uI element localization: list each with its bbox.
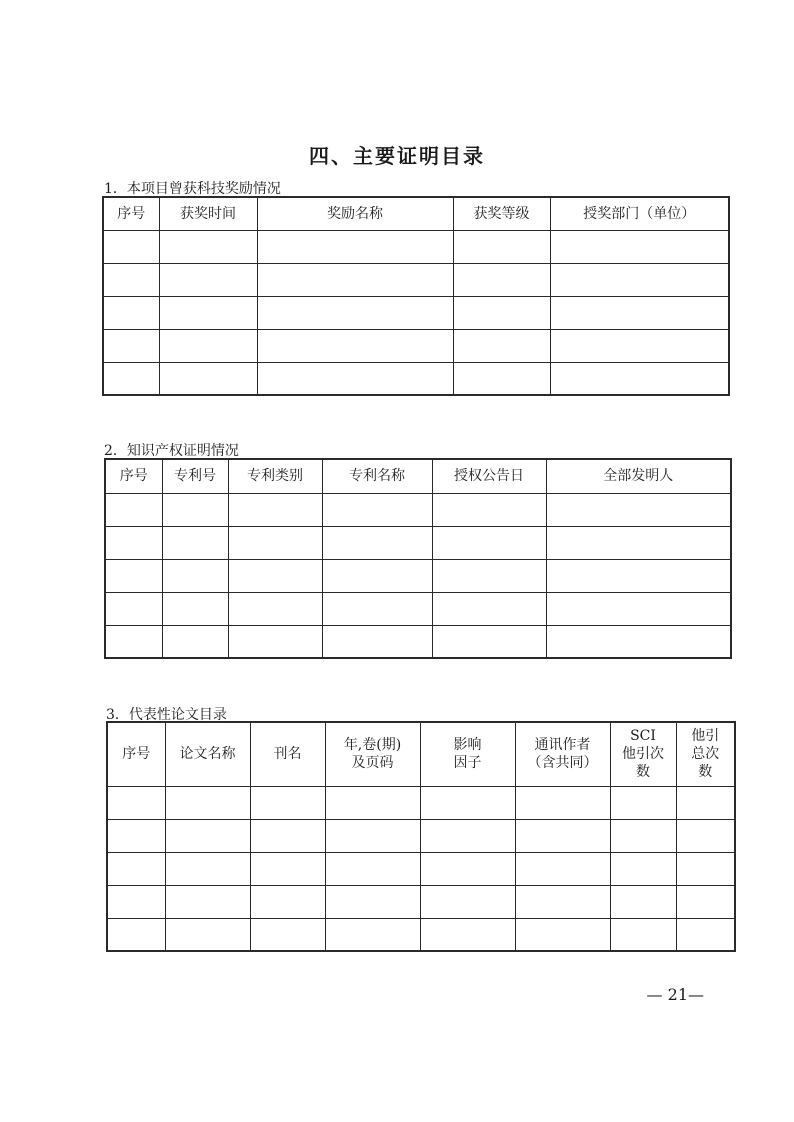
table-cell[interactable] bbox=[105, 493, 162, 526]
ip-table bbox=[104, 458, 732, 659]
table-cell[interactable] bbox=[325, 852, 420, 885]
table-cell[interactable] bbox=[107, 885, 165, 918]
header-cell: 授权公告日 bbox=[432, 459, 546, 493]
table-cell[interactable] bbox=[322, 592, 432, 625]
header-cell: 奖励名称 bbox=[257, 197, 453, 230]
table-cell[interactable] bbox=[550, 329, 729, 362]
table-cell[interactable] bbox=[515, 786, 610, 819]
table-cell[interactable] bbox=[420, 918, 515, 951]
table-cell[interactable] bbox=[676, 786, 735, 819]
header-cell: 授奖部门（单位） bbox=[550, 197, 729, 230]
header-cell: 获奖时间 bbox=[159, 197, 257, 230]
table-cell[interactable] bbox=[103, 329, 159, 362]
awards-table bbox=[102, 196, 730, 396]
table-cell[interactable] bbox=[107, 918, 165, 951]
header-cell: 刊名 bbox=[250, 722, 325, 786]
table-cell[interactable] bbox=[105, 592, 162, 625]
table-cell[interactable] bbox=[159, 329, 257, 362]
table-cell[interactable] bbox=[165, 885, 250, 918]
header-cell: 全部发明人 bbox=[546, 459, 731, 493]
table-cell[interactable] bbox=[228, 526, 322, 559]
table-cell[interactable] bbox=[162, 625, 228, 658]
table-cell[interactable] bbox=[159, 263, 257, 296]
table-cell[interactable] bbox=[257, 362, 453, 395]
table-header-row bbox=[103, 197, 729, 230]
table-cell[interactable] bbox=[676, 885, 735, 918]
header-cell: 序号 bbox=[107, 722, 165, 786]
table-cell[interactable] bbox=[432, 493, 546, 526]
table-cell[interactable] bbox=[546, 625, 731, 658]
header-cell: 序号 bbox=[103, 197, 159, 230]
table-cell[interactable] bbox=[432, 625, 546, 658]
table-cell[interactable] bbox=[103, 296, 159, 329]
table-row bbox=[107, 885, 735, 918]
table-cell[interactable] bbox=[162, 526, 228, 559]
table-cell[interactable] bbox=[159, 296, 257, 329]
table-cell[interactable] bbox=[325, 885, 420, 918]
table-cell[interactable] bbox=[250, 885, 325, 918]
table-row bbox=[103, 296, 729, 329]
header-cell: 专利号 bbox=[162, 459, 228, 493]
table-cell[interactable] bbox=[105, 559, 162, 592]
table-cell[interactable] bbox=[432, 526, 546, 559]
table-row bbox=[105, 526, 731, 559]
table-cell[interactable] bbox=[550, 230, 729, 263]
table-cell[interactable] bbox=[453, 362, 550, 395]
table-header-row bbox=[107, 722, 735, 786]
table-cell[interactable] bbox=[610, 885, 676, 918]
table-row bbox=[103, 230, 729, 263]
table-cell[interactable] bbox=[228, 493, 322, 526]
page-number: — 21— bbox=[646, 985, 704, 1004]
table-cell[interactable] bbox=[257, 263, 453, 296]
table-cell[interactable] bbox=[322, 493, 432, 526]
table-row bbox=[105, 592, 731, 625]
table-cell[interactable] bbox=[159, 362, 257, 395]
papers-table bbox=[106, 721, 736, 952]
table-row bbox=[105, 493, 731, 526]
table-cell[interactable] bbox=[420, 819, 515, 852]
table-cell[interactable] bbox=[550, 362, 729, 395]
table-cell[interactable] bbox=[420, 885, 515, 918]
table-row bbox=[107, 786, 735, 819]
section-2-label: 2．知识产权证明情况 bbox=[104, 443, 239, 459]
header-cell: 获奖等级 bbox=[453, 197, 550, 230]
header-cell: 影响 因子 bbox=[420, 722, 515, 786]
header-cell: 专利名称 bbox=[322, 459, 432, 493]
table-cell[interactable] bbox=[453, 263, 550, 296]
table-cell[interactable] bbox=[162, 592, 228, 625]
table-cell[interactable] bbox=[107, 786, 165, 819]
table-cell[interactable] bbox=[453, 296, 550, 329]
table-cell[interactable] bbox=[322, 526, 432, 559]
table-cell[interactable] bbox=[228, 559, 322, 592]
table-cell[interactable] bbox=[546, 526, 731, 559]
header-cell: 专利类别 bbox=[228, 459, 322, 493]
table-cell[interactable] bbox=[250, 786, 325, 819]
table-row bbox=[103, 329, 729, 362]
table-cell[interactable] bbox=[325, 786, 420, 819]
header-cell: 序号 bbox=[105, 459, 162, 493]
table-cell[interactable] bbox=[228, 625, 322, 658]
table-cell[interactable] bbox=[325, 918, 420, 951]
table-cell[interactable] bbox=[420, 852, 515, 885]
table-cell[interactable] bbox=[325, 819, 420, 852]
table-cell[interactable] bbox=[165, 852, 250, 885]
table-cell[interactable] bbox=[546, 592, 731, 625]
table-cell[interactable] bbox=[105, 625, 162, 658]
header-cell: 通讯作者 （含共同） bbox=[515, 722, 610, 786]
table-cell[interactable] bbox=[432, 559, 546, 592]
table-row bbox=[107, 852, 735, 885]
table-row bbox=[103, 263, 729, 296]
table-cell[interactable] bbox=[453, 230, 550, 263]
section-1-label: 1．本项目曾获科技奖励情况 bbox=[104, 181, 281, 197]
table-cell[interactable] bbox=[250, 852, 325, 885]
table-cell[interactable] bbox=[676, 852, 735, 885]
table-cell[interactable] bbox=[676, 918, 735, 951]
table-cell[interactable] bbox=[432, 592, 546, 625]
table-cell[interactable] bbox=[162, 493, 228, 526]
table-cell[interactable] bbox=[610, 786, 676, 819]
header-cell: 年,卷(期) 及页码 bbox=[325, 722, 420, 786]
table-cell[interactable] bbox=[322, 625, 432, 658]
table-cell[interactable] bbox=[165, 786, 250, 819]
table-cell[interactable] bbox=[515, 885, 610, 918]
table-cell[interactable] bbox=[250, 918, 325, 951]
table-cell[interactable] bbox=[453, 329, 550, 362]
table-cell[interactable] bbox=[103, 230, 159, 263]
table-cell[interactable] bbox=[228, 592, 322, 625]
table-cell[interactable] bbox=[546, 559, 731, 592]
section-3-label: 3．代表性论文目录 bbox=[106, 707, 227, 723]
table-cell[interactable] bbox=[322, 559, 432, 592]
table-cell[interactable] bbox=[257, 230, 453, 263]
table-header-row bbox=[105, 459, 731, 493]
table-cell[interactable] bbox=[105, 526, 162, 559]
table-cell[interactable] bbox=[420, 786, 515, 819]
table-cell[interactable] bbox=[103, 362, 159, 395]
table-cell[interactable] bbox=[107, 819, 165, 852]
table-cell[interactable] bbox=[676, 819, 735, 852]
table-cell[interactable] bbox=[257, 329, 453, 362]
table-cell[interactable] bbox=[103, 263, 159, 296]
table-row bbox=[107, 819, 735, 852]
table-cell[interactable] bbox=[550, 296, 729, 329]
table-cell[interactable] bbox=[610, 852, 676, 885]
table-cell[interactable] bbox=[250, 819, 325, 852]
table-row bbox=[105, 559, 731, 592]
table-row bbox=[105, 625, 731, 658]
table-cell[interactable] bbox=[546, 493, 731, 526]
table-cell[interactable] bbox=[159, 230, 257, 263]
table-cell[interactable] bbox=[165, 819, 250, 852]
header-cell: SCI 他引次 数 bbox=[610, 722, 676, 786]
table-cell[interactable] bbox=[515, 819, 610, 852]
table-cell[interactable] bbox=[515, 918, 610, 951]
header-cell: 论文名称 bbox=[165, 722, 250, 786]
table-cell[interactable] bbox=[162, 559, 228, 592]
table-cell[interactable] bbox=[165, 918, 250, 951]
page-title: 四、主要证明目录 bbox=[309, 144, 485, 168]
table-cell[interactable] bbox=[610, 918, 676, 951]
header-cell: 他引 总次 数 bbox=[676, 722, 735, 786]
table-cell[interactable] bbox=[515, 852, 610, 885]
table-cell[interactable] bbox=[550, 263, 729, 296]
table-row bbox=[107, 918, 735, 951]
table-row bbox=[103, 362, 729, 395]
table-cell[interactable] bbox=[610, 819, 676, 852]
table-cell[interactable] bbox=[107, 852, 165, 885]
table-cell[interactable] bbox=[257, 296, 453, 329]
